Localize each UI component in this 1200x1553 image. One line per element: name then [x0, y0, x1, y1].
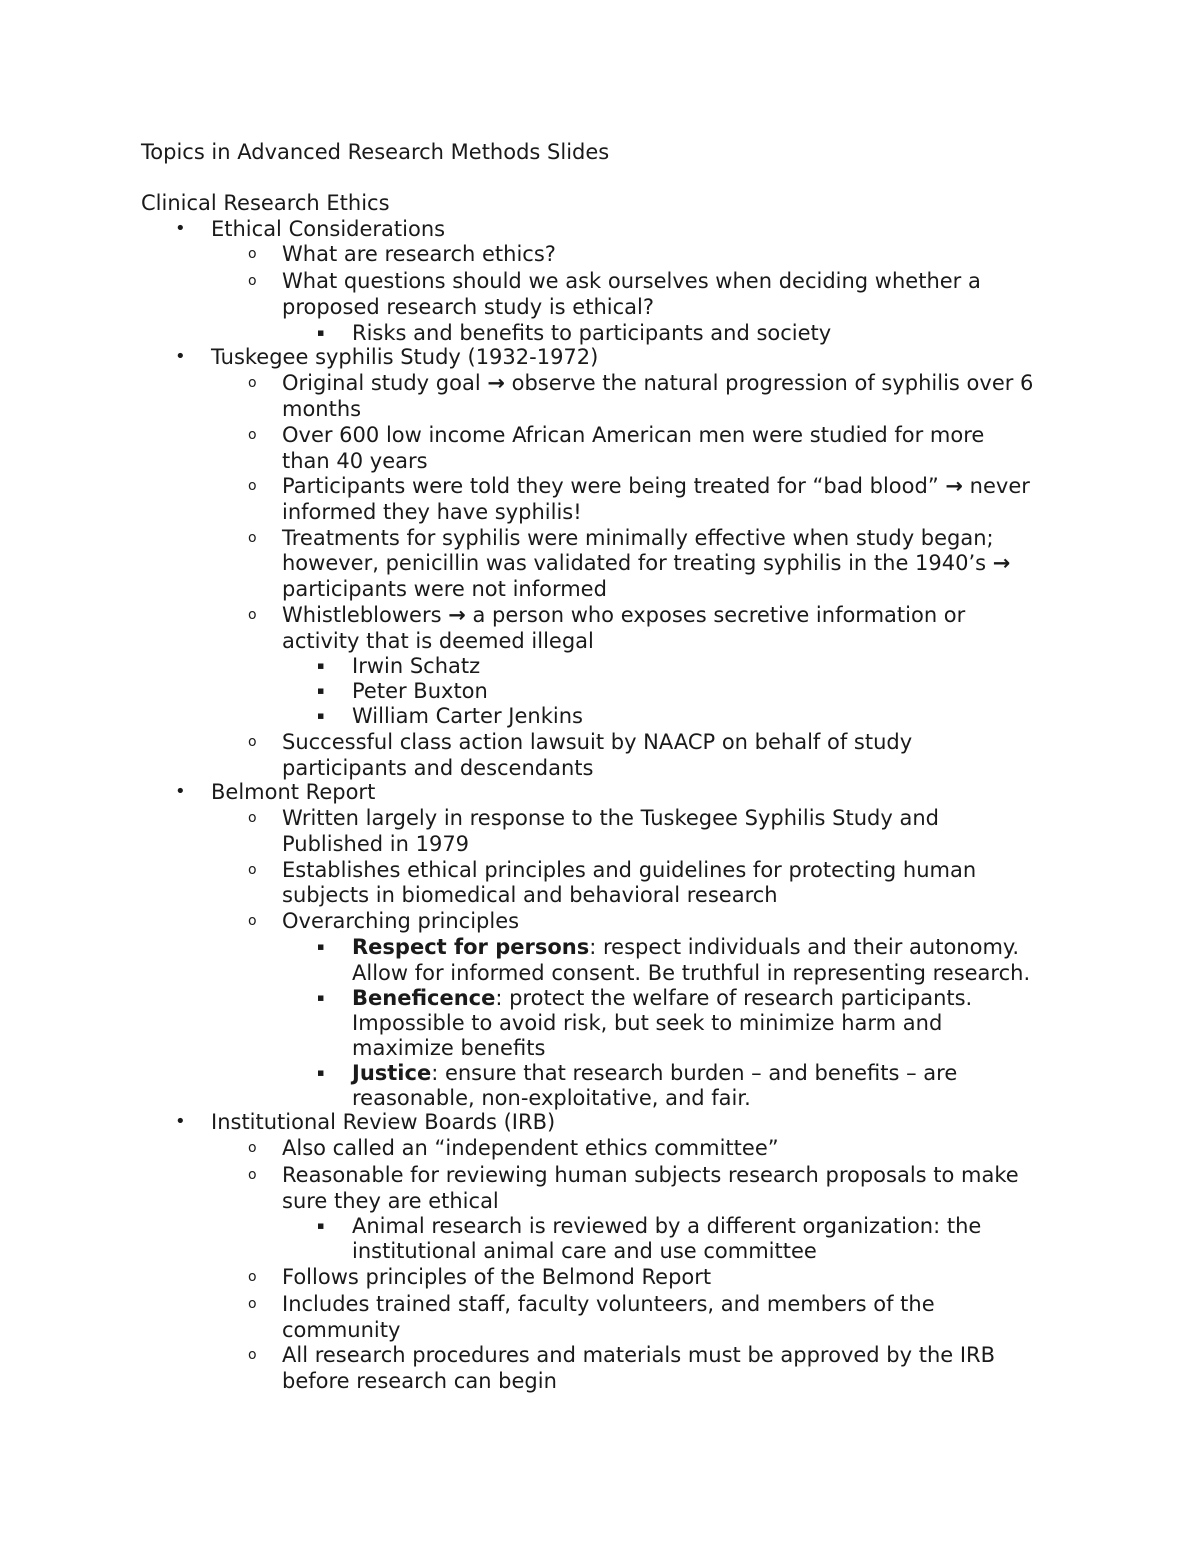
outline-line: reasonable, non-exploitative, and fair.: [352, 1086, 751, 1110]
outline-line: Animal research is reviewed by a different organization: the: [352, 1214, 982, 1238]
principle-term: Justice: [352, 1061, 432, 1085]
outline-line: [352, 1060, 957, 1086]
outline-line: [282, 602, 965, 628]
bullet-marker-level2: o: [248, 427, 257, 443]
bullet-marker-level2: o: [248, 1269, 257, 1285]
outline-line: Ethical Considerations: [211, 217, 446, 241]
line-text: : respect individuals and their autonomy.: [589, 935, 1020, 959]
outline-line: What are research ethics?: [282, 242, 556, 266]
bullet-marker-level3: ▪: [317, 1219, 325, 1232]
outline-line: [352, 985, 972, 1011]
outline-line: Tuskegee syphilis Study (1932-1972): [211, 345, 599, 369]
outline-line: Treatments for syphilis were minimally effective when study began;: [282, 526, 994, 550]
bullet-marker-level3: ▪: [317, 1066, 325, 1079]
bullet-marker-level2: o: [248, 530, 257, 546]
line-text: Participants were told they were being treated for “bad blood”: [282, 474, 946, 498]
outline-line: community: [282, 1318, 401, 1342]
outline-line: participants were not informed: [282, 577, 607, 601]
outline-line: Written largely in response to the Tuskegee Syphilis Study and: [282, 806, 939, 830]
section-heading: Clinical Research Ethics: [141, 191, 390, 215]
line-text: observe the natural progression of syphilis over 6: [504, 371, 1034, 395]
outline-line: participants and descendants: [282, 756, 594, 780]
outline-line: Allow for informed consent. Be truthful in representing research.: [352, 961, 1031, 985]
bullet-marker-level2: o: [248, 375, 257, 391]
outline-line: maximize benefits: [352, 1036, 546, 1060]
bullet-marker-level1: •: [175, 1111, 186, 1132]
bullet-marker-level3: ▪: [317, 684, 325, 697]
outline-line: Peter Buxton: [352, 679, 488, 703]
outline-line: Belmont Report: [211, 780, 376, 804]
arrow-icon: →: [945, 474, 963, 498]
outline-line: What questions should we ask ourselves when deciding whether a: [282, 269, 981, 293]
outline-line: [282, 550, 1010, 576]
outline-line: William Carter Jenkins: [352, 704, 583, 728]
outline-line: Irwin Schatz: [352, 654, 481, 678]
outline-line: Successful class action lawsuit by NAACP on behalf of study: [282, 730, 913, 754]
bullet-marker-level1: •: [175, 781, 186, 802]
bullet-marker-level3: ▪: [317, 991, 325, 1004]
bullet-marker-level1: •: [175, 346, 186, 367]
bullet-marker-level2: o: [248, 478, 257, 494]
arrow-icon: →: [448, 603, 466, 627]
bullet-marker-level3: ▪: [317, 326, 325, 339]
outline-line: proposed research study is ethical?: [282, 295, 654, 319]
outline-line: [282, 370, 1033, 396]
line-text: : ensure that research burden – and benefits – are: [431, 1061, 958, 1085]
outline-line: sure they are ethical: [282, 1189, 499, 1213]
bullet-marker-level2: o: [248, 1167, 257, 1183]
bullet-marker-level2: o: [248, 1140, 257, 1156]
outline-line: Follows principles of the Belmond Report: [282, 1265, 712, 1289]
outline-line: Includes trained staff, faculty volunteers, and members of the: [282, 1292, 935, 1316]
outline-line: [282, 473, 1030, 499]
bullet-marker-level3: ▪: [317, 659, 325, 672]
outline-line: informed they have syphilis!: [282, 500, 582, 524]
principle-term: Respect for persons: [352, 935, 590, 959]
outline-line: months: [282, 397, 362, 421]
bullet-marker-level2: o: [248, 862, 257, 878]
outline-line: activity that is deemed illegal: [282, 629, 594, 653]
bullet-marker-level2: o: [248, 273, 257, 289]
line-text: Whistleblowers: [282, 603, 449, 627]
document-title: Topics in Advanced Research Methods Slides: [141, 140, 610, 164]
outline-line: subjects in biomedical and behavioral research: [282, 883, 778, 907]
bullet-marker-level2: o: [248, 1347, 257, 1363]
outline-line: Impossible to avoid risk, but seek to minimize harm and: [352, 1011, 943, 1035]
outline-line: Overarching principles: [282, 909, 520, 933]
bullet-marker-level2: o: [248, 913, 257, 929]
outline-line: before research can begin: [282, 1369, 557, 1393]
arrow-icon: →: [487, 371, 505, 395]
bullet-marker-level3: ▪: [317, 940, 325, 953]
bullet-marker-level2: o: [248, 607, 257, 623]
outline-line: [352, 934, 1019, 960]
bullet-marker-level2: o: [248, 1296, 257, 1312]
bullet-marker-level2: o: [248, 810, 257, 826]
outline-line: Reasonable for reviewing human subjects research proposals to make: [282, 1163, 1019, 1187]
bullet-marker-level2: o: [248, 246, 257, 262]
line-text: Original study goal: [282, 371, 488, 395]
line-text: : protect the welfare of research participants.: [495, 986, 973, 1010]
outline-line: Published in 1979: [282, 832, 470, 856]
outline-line: Also called an “independent ethics committee”: [282, 1136, 779, 1160]
arrow-icon: →: [992, 551, 1011, 575]
outline-line: Over 600 low income African American men were studied for more: [282, 423, 985, 447]
outline-line: All research procedures and materials must be approved by the IRB: [282, 1343, 996, 1367]
outline-line: Establishes ethical principles and guidelines for protecting human: [282, 858, 977, 882]
principle-term: Beneficence: [352, 986, 496, 1010]
bullet-marker-level2: o: [248, 734, 257, 750]
bullet-marker-level1: •: [175, 218, 186, 239]
outline-line: than 40 years: [282, 449, 428, 473]
bullet-marker-level3: ▪: [317, 709, 325, 722]
line-text: never: [963, 474, 1030, 498]
line-text: however, penicillin was validated for treating syphilis in the 1940’s: [282, 551, 993, 575]
outline-line: Institutional Review Boards (IRB): [211, 1110, 556, 1134]
outline-line: institutional animal care and use committee: [352, 1239, 817, 1263]
line-text: a person who exposes secretive information or: [465, 603, 966, 627]
outline-line: Risks and benefits to participants and society: [352, 321, 832, 345]
